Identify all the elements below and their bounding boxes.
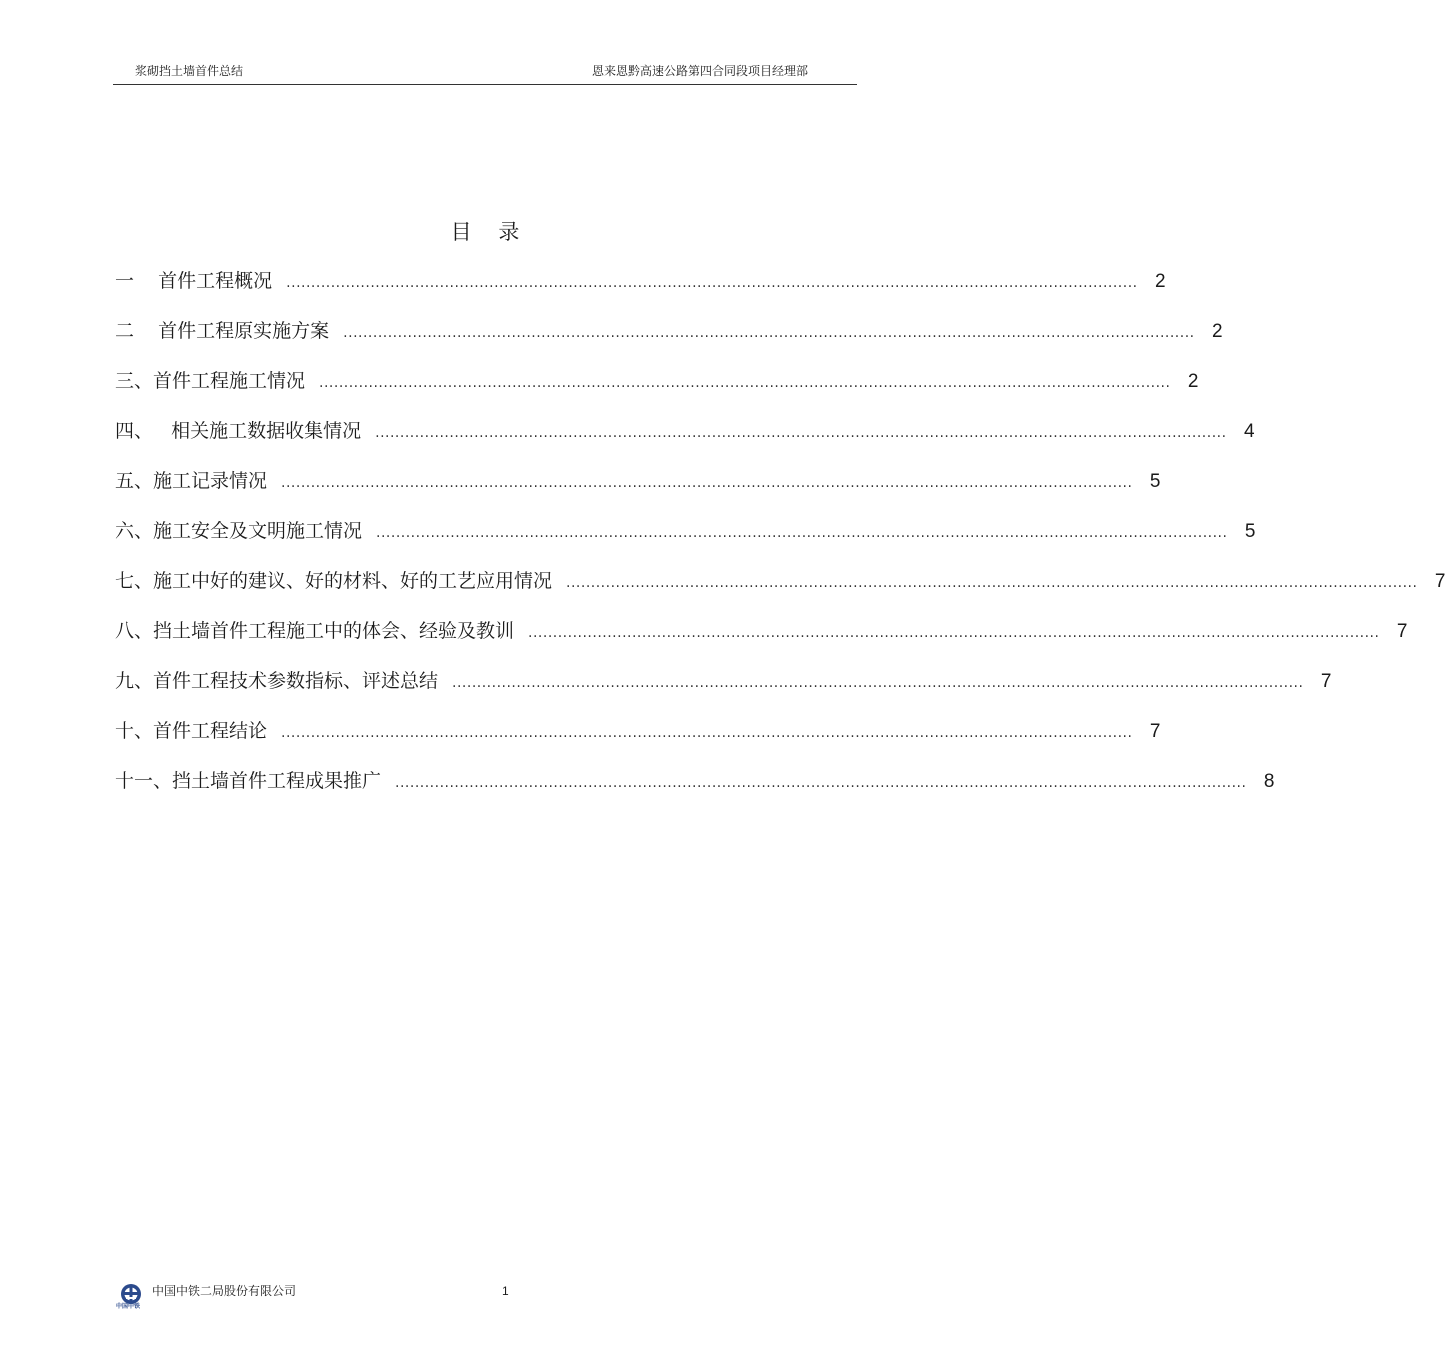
toc-entry-label: 九、首件工程技术参数指标、评述总结	[115, 670, 439, 692]
toc-leader-dots: ............................................................................................................................................................................	[452, 675, 1304, 691]
header-document-title: 浆砌挡土墙首件总结	[135, 64, 244, 78]
toc-entry[interactable]	[115, 568, 1445, 618]
toc-entry-page: 7	[1149, 721, 1161, 742]
footer-page-number: 1	[502, 1284, 509, 1298]
toc-entry-page: 7	[1396, 621, 1408, 642]
toc-entry[interactable]	[115, 518, 1256, 568]
toc-leader-dots: ............................................................................................................................................................................	[281, 725, 1133, 741]
toc-entry-page: 7	[1320, 671, 1332, 692]
toc-entry[interactable]	[115, 718, 1161, 768]
toc-entry-label: 一 首件工程概况	[115, 270, 273, 292]
footer-company-name: 中国中铁二局股份有限公司	[152, 1284, 297, 1298]
toc-entry-page: 2	[1212, 321, 1223, 342]
toc-entry-label: 二 首件工程原实施方案	[115, 320, 330, 342]
toc-entry[interactable]	[115, 418, 1255, 468]
toc-entry-page: 2	[1187, 371, 1199, 392]
toc-entry[interactable]	[115, 668, 1332, 718]
toc-entry[interactable]	[115, 268, 1166, 318]
toc-entry-page: 7	[1434, 571, 1445, 592]
toc-entry-label: 六、施工安全及文明施工情况	[115, 520, 363, 542]
toc-leader-dots: ............................................................................................................................................................................	[395, 775, 1247, 791]
toc-leader-dots: ............................................................................................................................................................................	[319, 375, 1171, 391]
toc-leader-dots: ............................................................................................................................................................................	[528, 625, 1380, 641]
toc-leader-dots: ............................................................................................................................................................................	[343, 325, 1195, 341]
footer-logo-text: 中国中铁	[116, 1303, 141, 1310]
toc-entry-page: 5	[1149, 471, 1161, 492]
toc-leader-dots: ............................................................................................................................................................................	[281, 475, 1133, 491]
toc-entry-label: 七、施工中好的建议、好的材料、好的工艺应用情况	[115, 570, 553, 592]
toc-entry-page: 5	[1244, 521, 1256, 542]
toc-entry-label: 四、 相关施工数据收集情况	[115, 420, 362, 442]
toc-entry-label: 十一、挡土墙首件工程成果推广	[115, 770, 382, 792]
toc-entry-page: 2	[1155, 271, 1166, 292]
toc-entry[interactable]	[115, 368, 1199, 418]
toc-leader-dots: ............................................................................................................................................................................	[376, 525, 1228, 541]
toc-entry-label: 五、施工记录情况	[115, 470, 268, 492]
header-divider	[113, 84, 857, 85]
toc-entry[interactable]	[115, 768, 1275, 818]
toc-entry-page: 8	[1263, 771, 1275, 792]
toc-leader-dots: ............................................................................................................................................................................	[375, 425, 1227, 441]
toc-leader-dots: ............................................................................................................................................................................	[286, 275, 1138, 291]
toc-entry-label: 十、首件工程结论	[115, 720, 268, 742]
toc-entry-label: 三、首件工程施工情况	[115, 370, 306, 392]
toc-entry[interactable]	[115, 468, 1161, 518]
header-project-department: 恩来恩黔高速公路第四合同段项目经理部	[591, 64, 808, 78]
toc-entry[interactable]	[115, 618, 1408, 668]
toc-title: 目 录	[450, 220, 520, 244]
toc-entry-page: 4	[1243, 421, 1255, 442]
toc-entry[interactable]	[115, 318, 1223, 368]
toc-leader-dots: ............................................................................................................................................................................	[566, 575, 1418, 591]
table-of-contents	[115, 268, 1445, 818]
toc-entry-label: 八、挡土墙首件工程施工中的体会、经验及教训	[115, 620, 515, 642]
